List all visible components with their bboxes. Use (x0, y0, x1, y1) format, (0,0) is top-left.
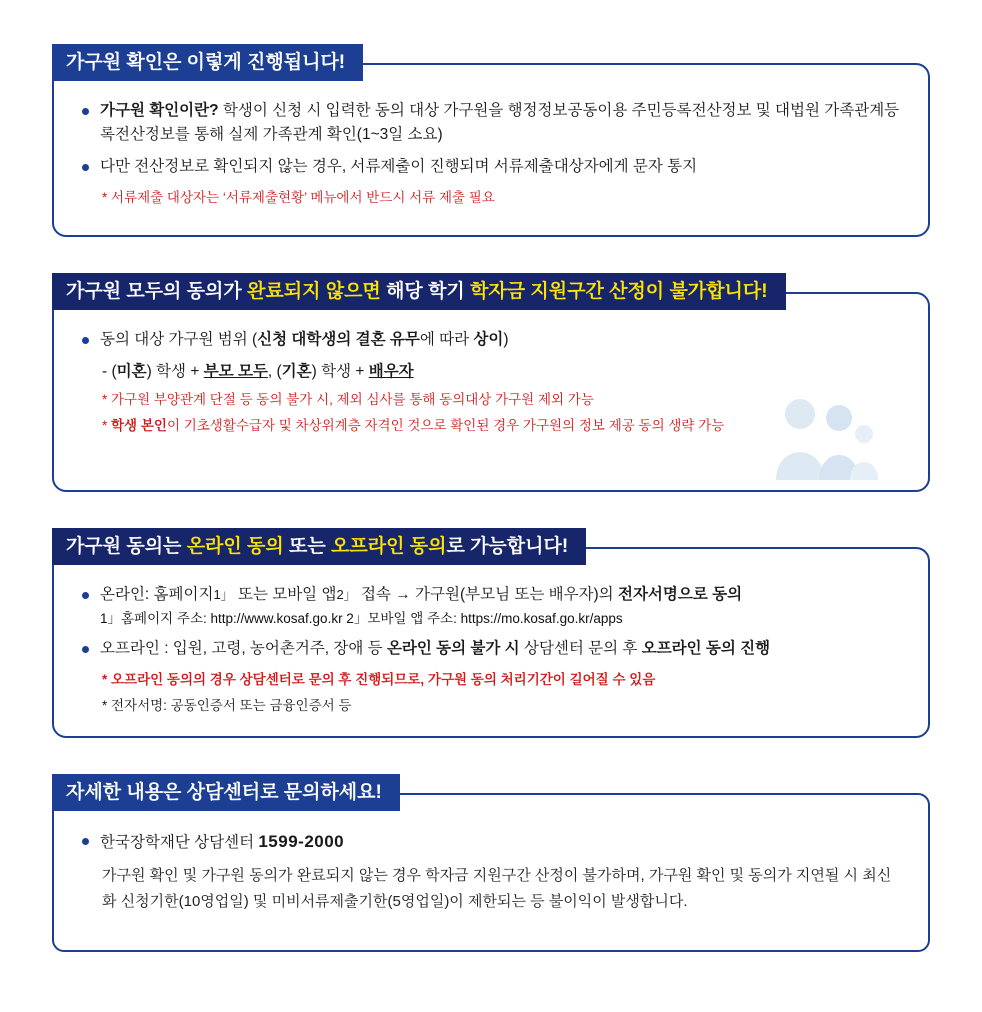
section-household-check (52, 44, 930, 237)
section-header-consent-scope (52, 273, 786, 310)
bullet-list-consent-method (80, 583, 902, 661)
header-part-3: 또는 (283, 535, 332, 557)
bullet-list-contact (80, 829, 902, 855)
header-part-2-highlight: 완료되지 않으면 (247, 280, 381, 302)
footnote-marker-1: 1」 (213, 586, 234, 602)
sub-mid-2: , ( (267, 362, 282, 380)
sub-mid-1: ) 학생 + (146, 362, 204, 380)
document-page (0, 44, 982, 1012)
header-part-1: 가구원 모두의 동의가 (66, 280, 248, 302)
list-item (80, 637, 902, 661)
header-part-1: 가구원 동의는 (66, 535, 187, 557)
sub-mid-3: ) 학생 + (311, 362, 369, 380)
list-item (80, 99, 902, 147)
section-contact-center (52, 774, 930, 952)
section-header-text: 자세한 내용은 상담센터로 문의하세요! (66, 782, 382, 804)
note-pre: * (102, 417, 112, 433)
section-header-text: 가구원 확인은 이렇게 진행됩니다! (66, 52, 346, 73)
sub-bold-married: 기혼 (281, 362, 312, 380)
list-item (80, 328, 902, 352)
bullet-text-mid: 에 따라 (419, 330, 474, 348)
sub-underline-spouse: 배우자 (368, 362, 414, 380)
bullet-strong-1: 신청 대학생의 결혼 유무 (257, 330, 420, 348)
section-header-contact-center (52, 774, 400, 811)
bullet-text-mid: 또는 모바일 앱 (233, 585, 337, 603)
footnote-marker-2: 2」 (336, 586, 357, 602)
bullet-text: 다만 전산정보로 확인되지 않는 경우, 서류제출이 진행되며 서류제출대상자에게 문자 통지 (100, 158, 698, 176)
list-item (80, 583, 902, 629)
note-esign-types: * 전자서명: 공동인증서 또는 금융인증서 등 (102, 697, 352, 713)
sub-bold-unmarried: 미혼 (116, 362, 147, 380)
bullet-strong-esign: 전자서명으로 동의 (617, 585, 743, 603)
bullet-text-pre: 오프라인 : 입원, 고령, 농어촌거주, 장애 등 (100, 639, 387, 657)
note-strong: 학생 본인 (111, 417, 167, 433)
section-body-consent-method (52, 547, 930, 738)
note-exclusion-review: * 가구원 부양관계 단절 등 동의 불가 시, 제외 심사를 통해 동의대상 가구원 제외 가능 (102, 391, 594, 407)
header-part-3: 해당 학기 (380, 280, 471, 302)
bullet-strong-offline-proceed: 오프라인 동의 진행 (641, 639, 771, 657)
footnote-links[interactable]: 1」홈페이지 주소: http://www.kosaf.go.kr 2」모바일 앱 주소: https://mo.kosaf.go.kr/apps (100, 610, 623, 626)
bullet-text-mid-2: 접속 → 가구원(부모님 또는 배우자)의 (356, 585, 618, 603)
note-post: 이 기초생활수급자 및 차상위계층 자격인 것으로 확인된 경우 가구원의 정보 제공 동의 생략 가능 (166, 417, 725, 433)
contact-phone-number[interactable]: 1599-2000 (258, 832, 345, 852)
header-part-2-highlight: 온라인 동의 (186, 535, 284, 557)
sub-pre: - ( (102, 362, 117, 380)
bullet-strong-2: 상이 (473, 330, 504, 348)
header-part-4-highlight: 학자금 지원구간 산정이 불가합니다! (470, 280, 768, 302)
section-body-contact-center (52, 793, 930, 952)
bullet-text-pre: 한국장학재단 상담센터 (100, 834, 259, 852)
note-offline-duration: * 오프라인 동의의 경우 상담센터로 문의 후 진행되므로, 가구원 동의 처리기간이 길어질 수 있음 (102, 671, 656, 687)
list-item (80, 829, 902, 855)
section-body-household-check (52, 63, 930, 237)
note-document-submission: * 서류제출 대상자는 ‘서류제출현황’ 메뉴에서 반드시 서류 제출 필요 (102, 190, 495, 206)
list-item (80, 155, 902, 179)
bullet-text: 학생이 신청 시 입력한 동의 대상 가구원을 행정정보공동이용 주민등록전산정보 및 대법원 가족관계등록전산정보를 통해 실제 가족관계 확인(1~3일 소요) (100, 102, 900, 144)
section-body-consent-scope (52, 292, 930, 492)
section-header-consent-method (52, 528, 586, 565)
bullet-text-pre: 온라인: 홈페이지 (100, 585, 214, 603)
bullet-text-mid: 상담센터 문의 후 (519, 639, 642, 657)
bullet-list-consent-scope (80, 328, 902, 352)
header-part-4-highlight: 오프라인 동의 (331, 535, 447, 557)
contact-paragraph: 가구원 확인 및 가구원 동의가 완료되지 않는 경우 학자금 지원구간 산정이 불가하며, 가구원 확인 및 동의가 지연될 시 최신화 신청기한(10영업일) 및 미비서류제출기한(5영업일)이 제한되는 등 불이익이 발생합니다. (102, 867, 892, 910)
bullet-text-pre: 동의 대상 가구원 범위 ( (100, 330, 258, 348)
section-header-household-check (52, 44, 363, 81)
bullet-strong-online-unavailable: 온라인 동의 불가 시 (386, 639, 520, 657)
sub-underline-parents: 부모 모두 (203, 362, 268, 380)
bullet-list-household-check (80, 99, 902, 179)
bullet-text-post: ) (503, 330, 509, 348)
bullet-strong-label: 가구원 확인이란? (100, 102, 219, 119)
header-part-5: 로 가능합니다! (446, 535, 569, 557)
section-consent-scope (52, 273, 930, 492)
note-basic-livelihood (102, 415, 902, 437)
sub-line-marital-status (102, 360, 902, 383)
section-consent-method (52, 528, 930, 738)
